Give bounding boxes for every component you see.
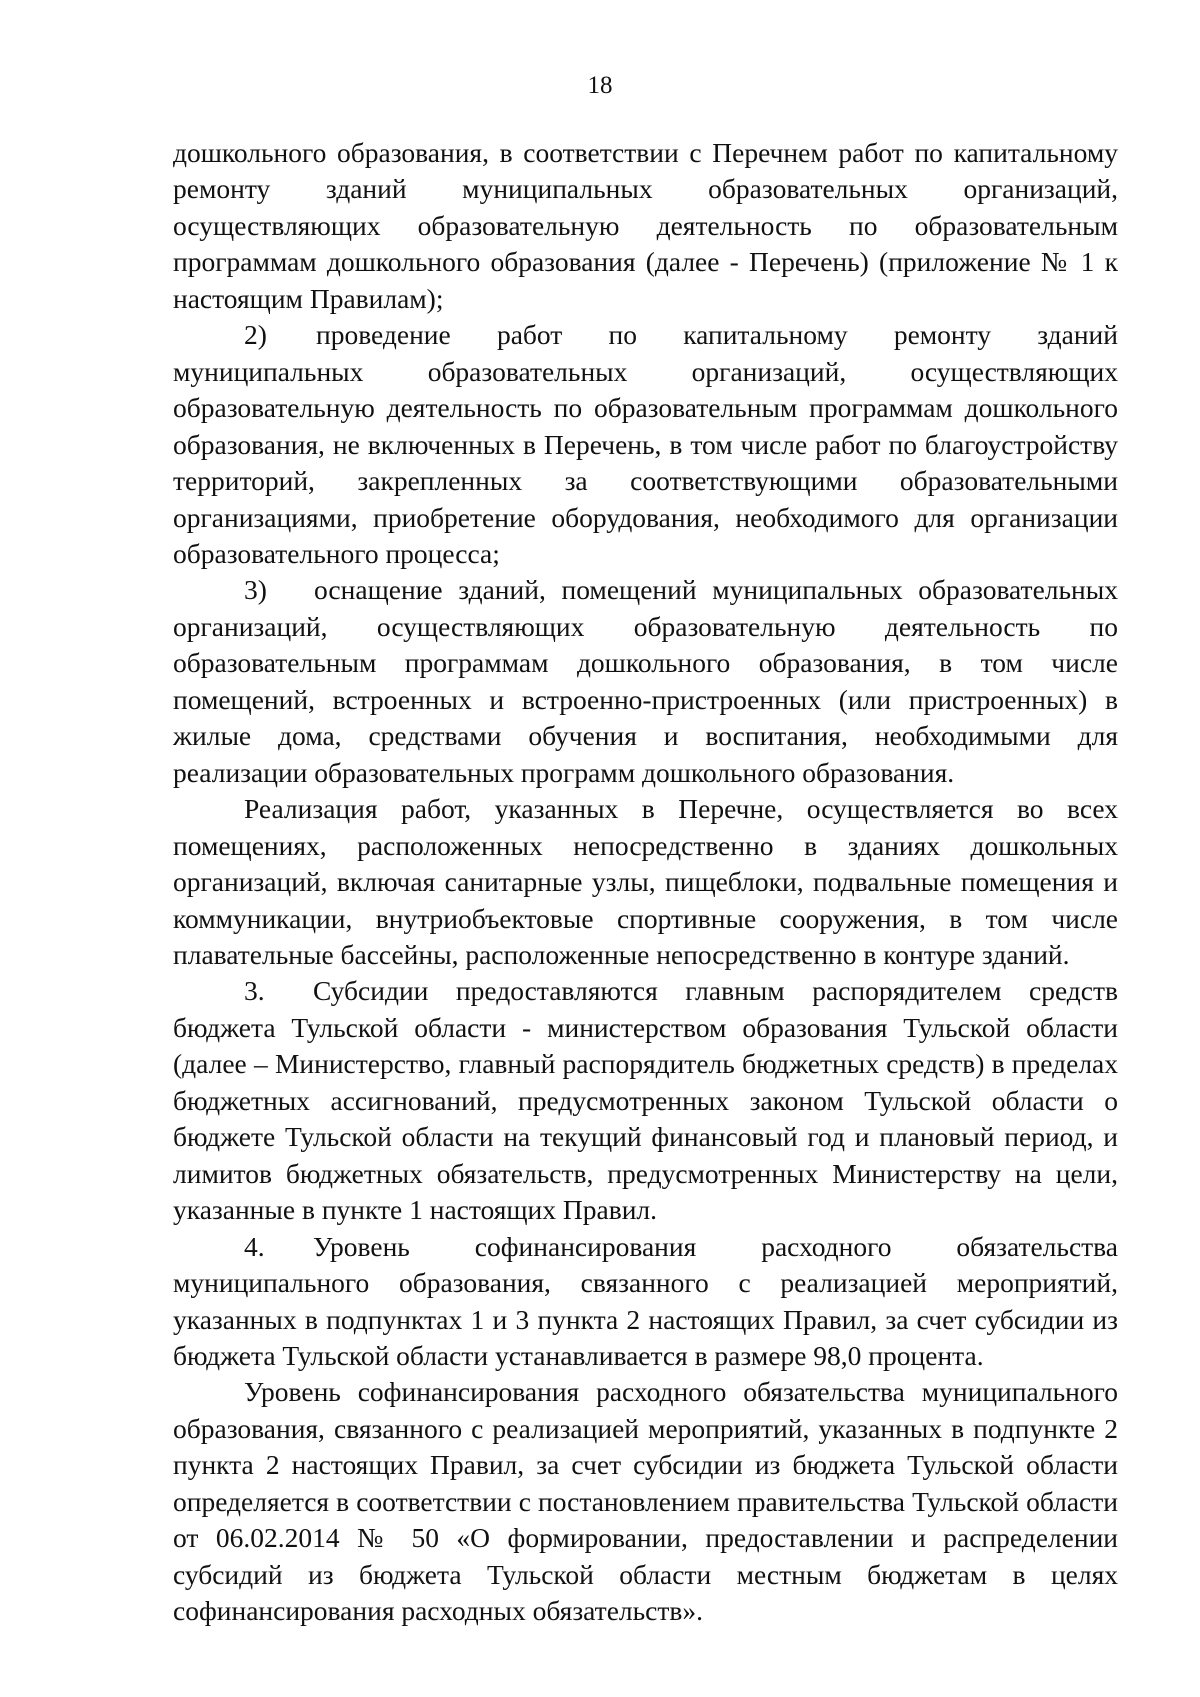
paragraph-text: Уровень софинансирования расходного обязательства муниципального образования, связанного с реализацией мероприятий, указанных в подпункте 2 пункта 2 настоящих Правил, за счет субсидии из бюджета Тульской области определяется в соответствии с постановлением правительства Тульской области от 06.02.2014 № 50 «О формировании, предоставлении и распределении субсидий из бюджета Тульской области местным бюджетам в целях софинансирования расходных обязательств». [173, 1376, 1118, 1627]
subitem-number: 2) [244, 319, 267, 351]
paragraph-continuation [173, 135, 1118, 317]
document-body [173, 135, 1118, 1630]
paragraph-implementation [173, 791, 1118, 973]
clause-number: 3. [244, 975, 265, 1007]
subitem-3 [173, 572, 1118, 791]
paragraph-text: дошкольного образования, в соответствии с Перечнем работ по капитальному ремонту зданий муниципальных образовательных организаций, осуществляющих образовательную деятельность по образовательным программам дошкольного образования (далее - Перечень) (приложение № 1 к настоящим Правилам); [173, 137, 1118, 314]
subitem-number: 3) [244, 574, 267, 606]
clause-number: 4. [244, 1230, 265, 1262]
page-number: 18 [587, 72, 613, 99]
paragraph-text: оснащение зданий, помещений муниципальных образовательных организаций, осуществляющих образовательную деятельность по образовательным программам дошкольного образования, в том числе помещений, встроенных и встроенно-пристроенных (или пристроенных) в жилые дома, средствами обучения и воспитания, необходимыми для реализации образовательных программ дошкольного образования. [173, 574, 1118, 788]
clause-4 [173, 1229, 1118, 1375]
paragraph-text: Уровень софинансирования расходного обязательства муниципального образования, связанного с реализацией мероприятий, указанных в подпунктах 1 и 3 пункта 2 настоящих Правил, за счет субсидии из бюджета Тульской области устанавливается в размере 98,0 процента. [173, 1230, 1118, 1371]
clause-3 [173, 973, 1118, 1228]
paragraph-text: Субсидии предоставляются главным распорядителем средств бюджета Тульской области - министерством образования Тульской области (далее – Министерство, главный распорядитель бюджетных средств) в пределах бюджетных ассигнований, предусмотренных законом Тульской области о бюджете Тульской области на текущий финансовый год и плановый период, и лимитов бюджетных обязательств, предусмотренных Министерству на цели, указанные в пункте 1 настоящих Правил. [173, 975, 1118, 1226]
subitem-2 [173, 317, 1118, 572]
paragraph-text: проведение работ по капитальному ремонту зданий муниципальных образовательных организаций, осуществляющих образовательную деятельность по образовательным программам дошкольного образования, не включенных в Перечень, в том числе работ по благоустройству территорий, закрепленных за соответствующими образовательными организациями, приобретение оборудования, необходимого для организации образовательного процесса; [173, 319, 1118, 569]
paragraph-text: Реализация работ, указанных в Перечне, осуществляется во всех помещениях, расположенных непосредственно в зданиях дошкольных организаций, включая санитарные узлы, пищеблоки, подвальные помещения и коммуникации, внутриобъектовые спортивные сооружения, в том числе плавательные бассейны, расположенные непосредственно в контуре зданий. [173, 793, 1118, 970]
paragraph-cofinancing [173, 1374, 1118, 1629]
